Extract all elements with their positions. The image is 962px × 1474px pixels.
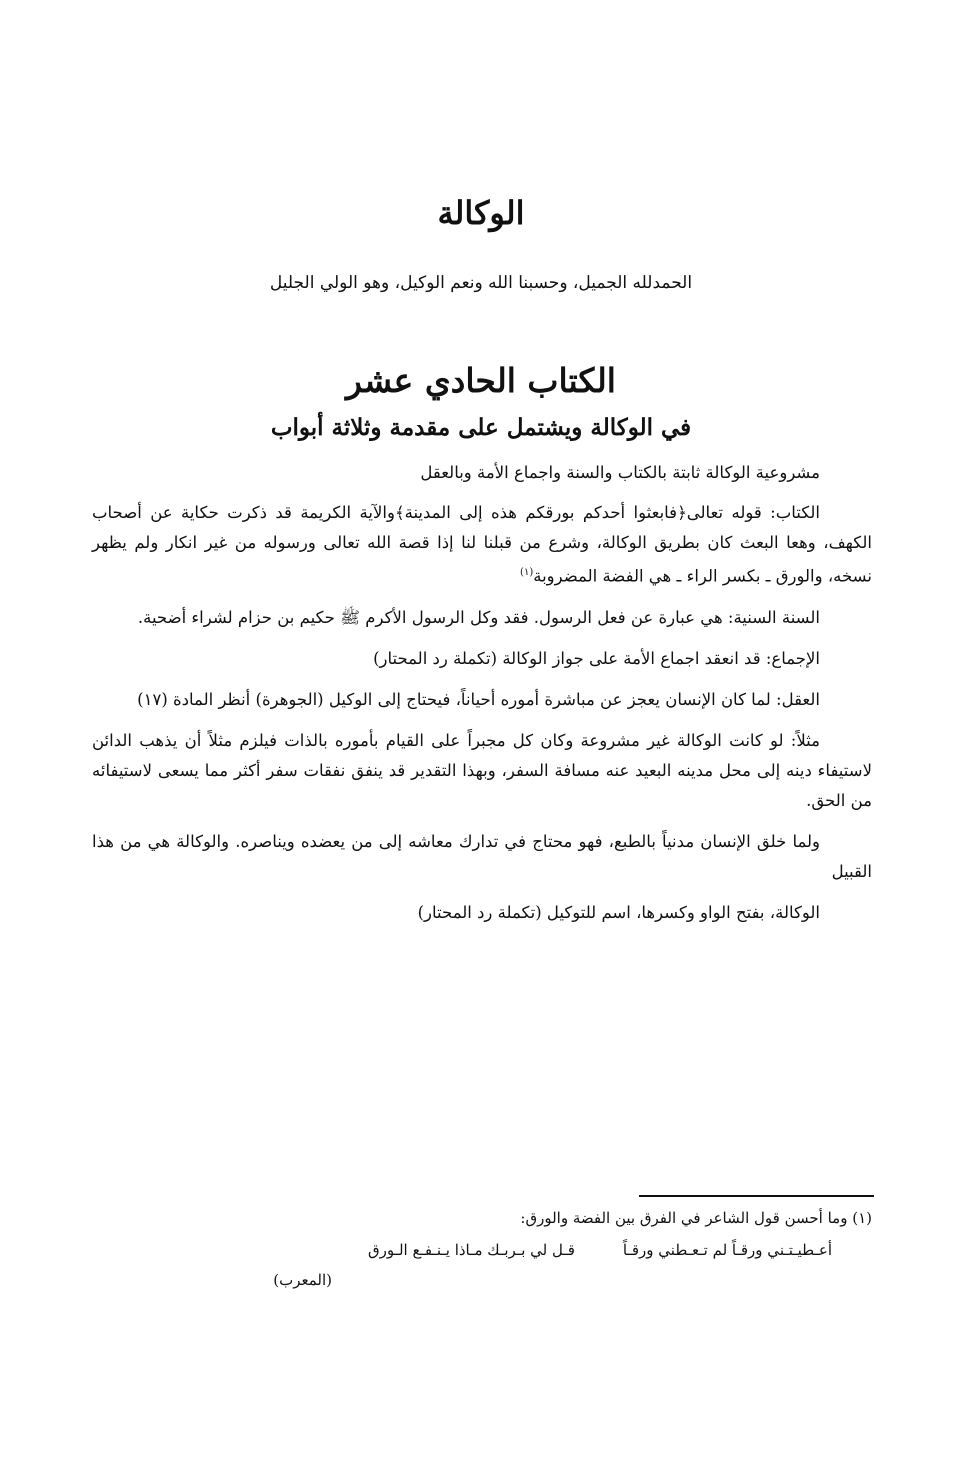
paragraph-intro: مشروعية الوكالة ثابتة بالكتاب والسنة واجماع الأمة وبالعقل <box>420 463 820 482</box>
verse-second-hemistich: قـل لي بـربـك مـاذا يـنـفـع الـورق <box>367 1241 575 1259</box>
paragraph-aql: العقل: لما كان الإنسان يعجز عن مباشرة أموره أحياناً، فيحتاج إلى الوكيل (الجوهرة) أنظر المادة (١٧) <box>137 689 820 709</box>
body-text <box>92 458 872 939</box>
paragraph-linguistic: الوكالة، بفتح الواو وكسرها، اسم للتوكيل (تكملة رد المحتار) <box>417 902 820 922</box>
footnotes <box>92 1205 872 1293</box>
book-title: الكتاب الحادي عشر <box>346 361 616 400</box>
paragraph-sunnah: السنة السنية: هي عبارة عن فعل الرسول. فقد وكل الرسول الأكرم ﷺ حكيم بن حزام لشراء أضحية. <box>137 607 820 627</box>
opening-invocation: الحمدلله الجميل، وحسبنا الله ونعم الوكيل، وهو الولي الجليل <box>269 273 693 293</box>
footnote-attribution: (المعرب) <box>273 1271 332 1289</box>
paragraph-ijma: الإجماع: قد انعقد اجماع الأمة على جواز الوكالة (تكملة رد المحتار) <box>373 648 820 668</box>
paragraph-example: مثلاً: لو كانت الوكالة غير مشروعة وكان كل مجبراً على القيام بأموره بالذات فيلزم مثلاً أن يذهب الدائن لاستيفاء دينه إلى محل مدينه البعيد عنه مسافة السفر، وبهذا التقدير قد ينفق نفقات سفر أكثر مما يسعى لاستيفائه من الحق. <box>92 730 872 810</box>
footnote-verse <box>92 1237 872 1263</box>
footnote-intro: (١) وما أحسن قول الشاعر في الفرق بين الفضة والورق: <box>520 1209 872 1227</box>
footnote-marker: (١) <box>520 567 534 578</box>
book-subtitle: في الوكالة ويشتمل على مقدمة وثلاثة أبواب <box>270 414 692 441</box>
paragraph-quran-text: الكتاب: قوله تعالى﴿فابعثوا أحدكم بورقكم هذه إلى المدينة﴾والآية الكريمة قد ذكرت حكاية عن أصحاب الكهف، وهعا البعث كان بطريق الوكالة، وشرع من قبلنا لنا إذا قصة الله تعالى ورسوله من غير انكار ولم يظهر نسخه، والورق ـ بكسر الراء ـ هي الفضة المضروبة <box>92 503 872 586</box>
paragraph-quran <box>92 498 872 592</box>
main-title: الوكالة <box>437 194 525 232</box>
verse-first-hemistich: أعـطيـتـني ورقـاً لم تـعـطني ورقـاً <box>622 1241 832 1259</box>
footnote-divider <box>639 1195 874 1197</box>
paragraph-nature: ولما خلق الإنسان مدنياً بالطبع، فهو محتاج في تدارك معاشه إلى من يعضده ويناصره. والوكالة هي من هذا القبيل <box>92 831 872 881</box>
